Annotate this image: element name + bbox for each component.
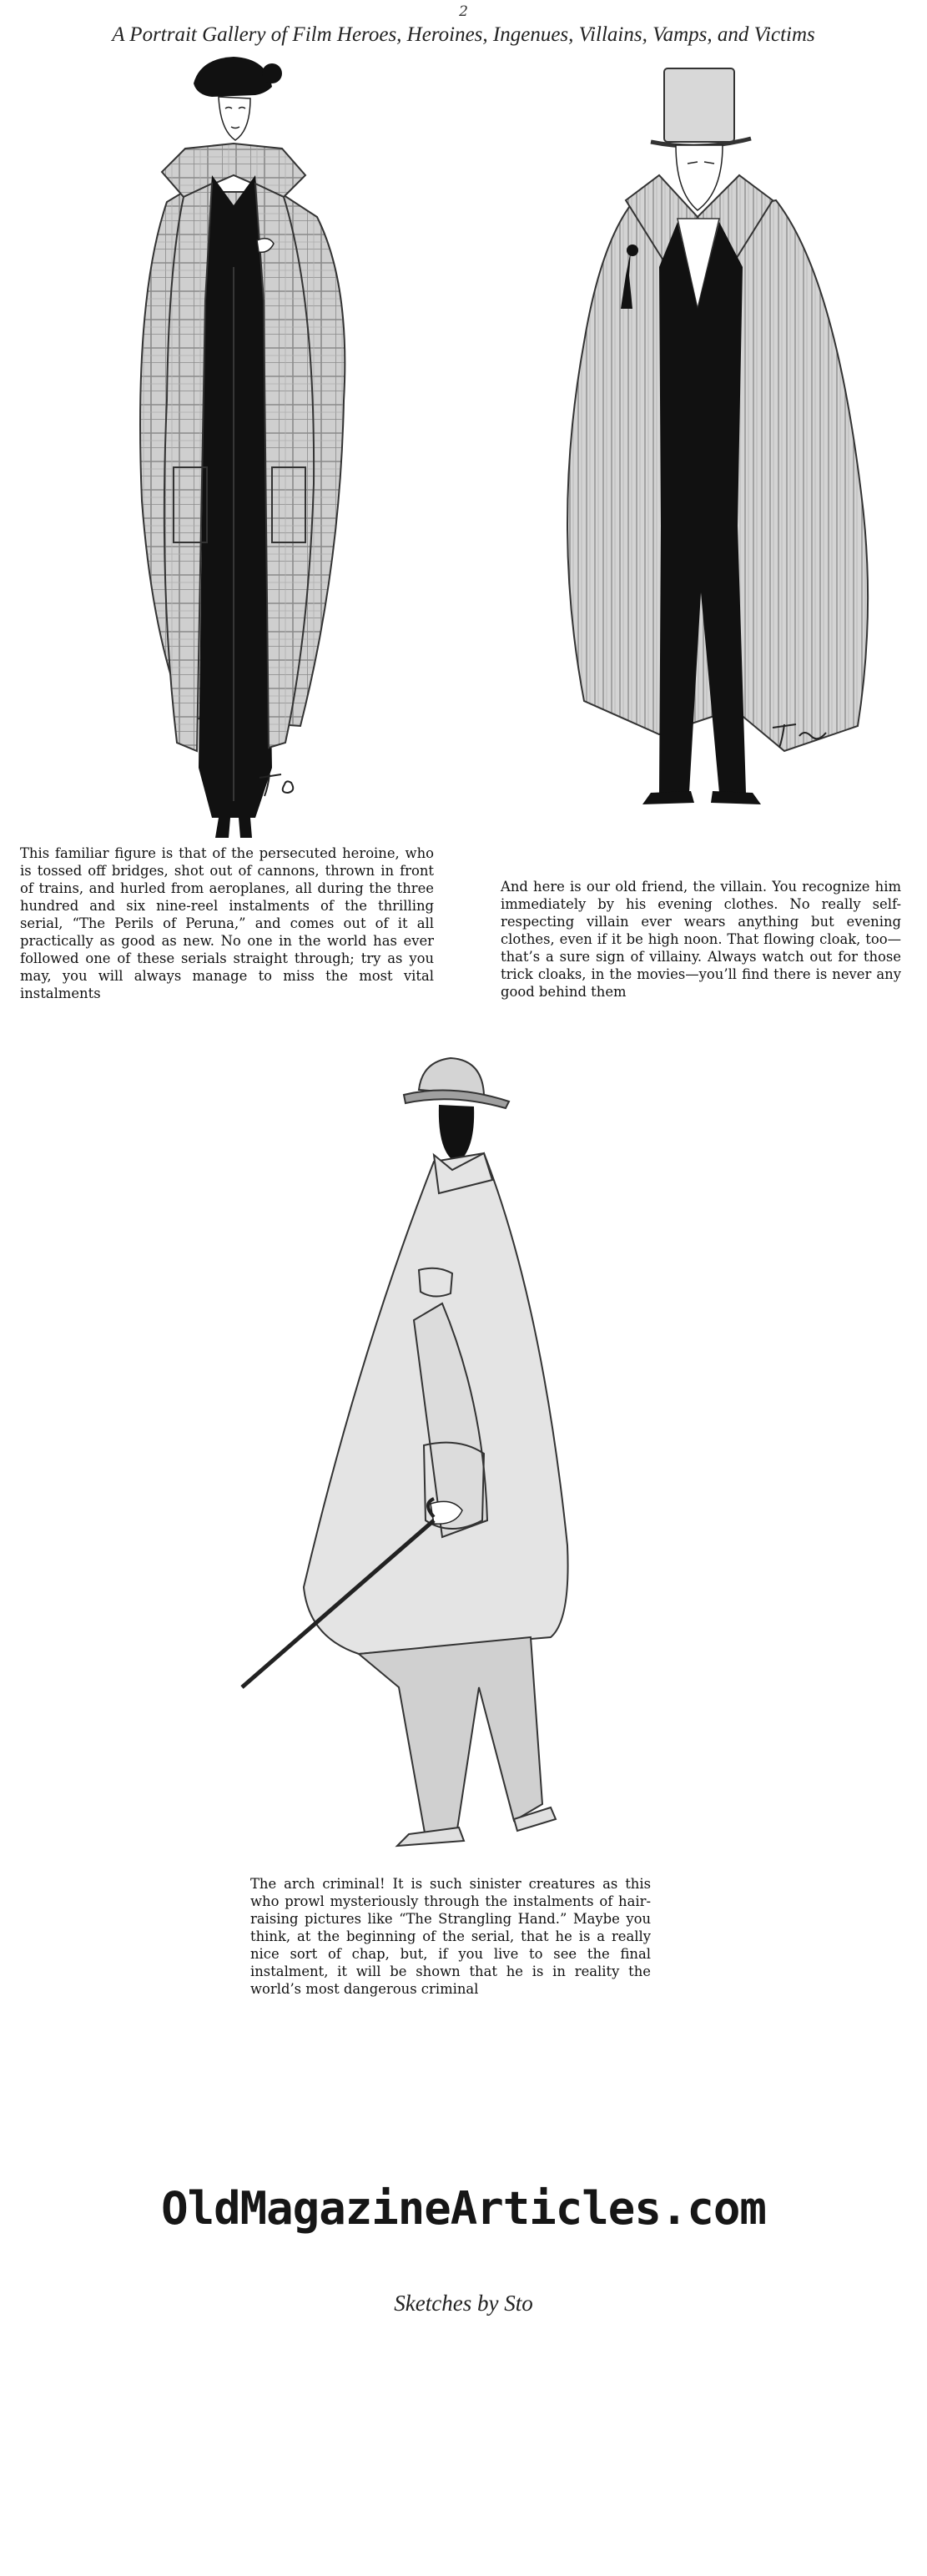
heroine-caption: This familiar figure is that of the persecuted heroine, who is tossed off bridges, shot out of cannons, thrown in front of trains, and hurled from aeroplanes, all during the three hundred and six nine-reel instalments of the thrilling serial, “The Perils of Peruna,” and comes out of it all practically as good as new. No one in the world has ever followed one of these serials straight through; try as you may, you will always manage to miss the most vital instalments: [20, 845, 434, 1001]
page-number: 2: [459, 3, 468, 20]
page-title: A Portrait Gallery of Film Heroes, Heroines, Ingenues, Villains, Vamps, and Victims: [112, 23, 815, 46]
criminal-caption: The arch criminal! It is such sinister creatures as this who prowl mysteriously through the instalments of hair-raising pictures like “The Strangling Hand.” Maybe you think, at the beginning of the serial, that he is a really nice sort of chap, but, if you live to see the final instalment, it will be shown that he is in reality the world’s most dangerous criminal: [250, 1876, 651, 1997]
artist-signature-heroine: [254, 768, 313, 804]
villain-illustration: [534, 58, 893, 851]
villain-caption: And here is our old friend, the villain. You recognize him immediately by his evening clothes. No really self-respecting villain ever wears anything but evening clothes, even if it be high noon. That flowing cloak, too—that’s a sure sign of villainy. Always watch out for those trick cloaks, in the movies—you’ll find there is never any good behind them: [501, 879, 901, 1000]
site-logo: OldMagazineArticles.com: [161, 2182, 766, 2235]
artist-signature-villain: [768, 718, 834, 756]
criminal-illustration: [234, 1053, 601, 1871]
sketch-credit: Sketches by Sto: [394, 2291, 533, 2316]
heroine-illustration: [108, 50, 392, 843]
